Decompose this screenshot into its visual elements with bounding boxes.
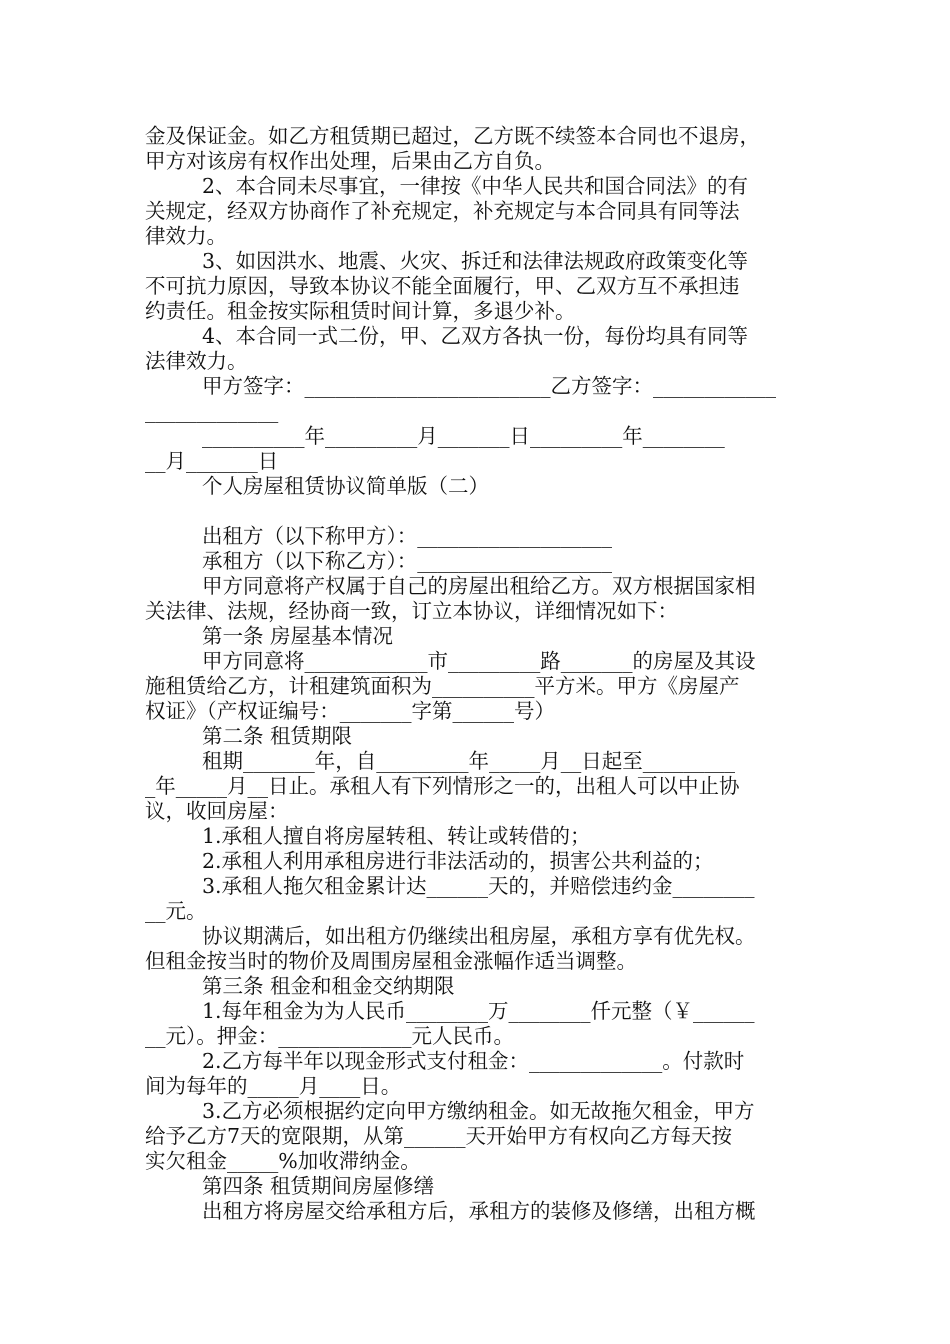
text-line: 甲方同意将产权属于自己的房屋出租给乙方。双方根据国家相 [202,574,756,598]
list-item-continued: 间为每年的_____月____日。 [145,1074,402,1098]
text-line: _年_____月__日止。承租人有下列情形之一的，出租人可以中止协 [145,774,740,798]
list-item-continued: __元。 [145,899,207,923]
lessee-line: 承租方（以下称乙方）：___________________ [202,549,612,573]
text-line: 关法律、法规，经协商一致，订立本协议，详细情况如下： [145,599,678,623]
text-line: 约责任。租金按实际租赁时间计算，多退少补。 [145,299,576,323]
article-heading: 第四条 租赁期间房屋修缮 [202,1174,435,1198]
date-line-continued: __月_______日 [145,449,279,473]
article-heading: 第一条 房屋基本情况 [202,624,394,648]
list-item: 1.承租人擅自将房屋转租、转让或转借的； [202,824,591,848]
article-heading: 第三条 租金和租金交纳期限 [202,974,455,998]
text-line: 律效力。 [145,224,227,248]
list-item-continued: 给予乙方7天的宽限期，从第______天开始甲方有权向乙方每天按 [145,1124,733,1148]
lessor-line: 出租方（以下称甲方）：___________________ [202,524,612,548]
list-item: 3.乙方必须根据约定向甲方缴纳租金。如无故拖欠租金，甲方 [202,1099,755,1123]
text-line: 施租赁给乙方，计租建筑面积为__________平方米。甲方《房屋产 [145,674,740,698]
list-item: 2.乙方每半年以现金形式支付租金：_____________。付款时 [202,1049,745,1073]
list-item-continued: __元）。押金：_____________元人民币。 [145,1024,514,1048]
text-line: 议，收回房屋： [145,799,289,823]
text-line: 2、本合同未尽事宜，一律按《中华人民共和国合同法》的有 [202,174,749,198]
signature-line: 甲方签字：________________________乙方签字：____________ [202,374,776,398]
text-line: 甲方对该房有权作出处理，后果由乙方自负。 [145,149,555,173]
text-line: 关规定，经双方协商作了补充规定，补充规定与本合同具有同等法 [145,199,740,223]
text-line: 甲方同意将____________市_________路_______的房屋及其设 [202,649,756,673]
text-line: 法律效力。 [145,349,248,373]
list-item: 2.承租人利用承租房进行非法活动的，损害公共利益的； [202,849,714,873]
text-line: 但租金按当时的物价及周围房屋租金涨幅作适当调整。 [145,949,637,973]
list-item: 1.每年租金为为人民币________万________仟元整（￥______ [202,999,755,1023]
text-line: 租期_______年，自_________年_____月__日起至_________ [202,749,735,773]
article-heading: 第二条 租赁期限 [202,724,353,748]
text-line: 协议期满后，如出租方仍继续出租房屋，承租方享有优先权。 [202,924,756,948]
text-line: 出租方将房屋交给承租方后，承租方的装修及修缮，出租方概 [202,1199,756,1223]
text-line: 金及保证金。如乙方租赁期已超过，乙方既不续签本合同也不退房， [145,124,760,148]
text-line: 4、本合同一式二份，甲、乙双方各执一份，每份均具有同等 [202,324,749,348]
date-line: __________年_________月_______日_________年________ [202,424,725,448]
text-line: 3、如因洪水、地震、火灾、拆迁和法律法规政府政策变化等 [202,249,749,273]
list-item-continued: 实欠租金_____%加收滞纳金。 [145,1149,421,1173]
list-item: 3.承租人拖欠租金累计达______天的，并赔偿违约金________ [202,874,755,898]
signature-line-continued: _____________ [145,399,279,423]
text-line: 权证》（产权证编号：_______字第______号） [145,699,555,723]
section-title: 个人房屋租赁协议简单版（二） [202,474,489,498]
text-line: 不可抗力原因，导致本协议不能全面履行，甲、乙双方互不承担违 [145,274,740,298]
